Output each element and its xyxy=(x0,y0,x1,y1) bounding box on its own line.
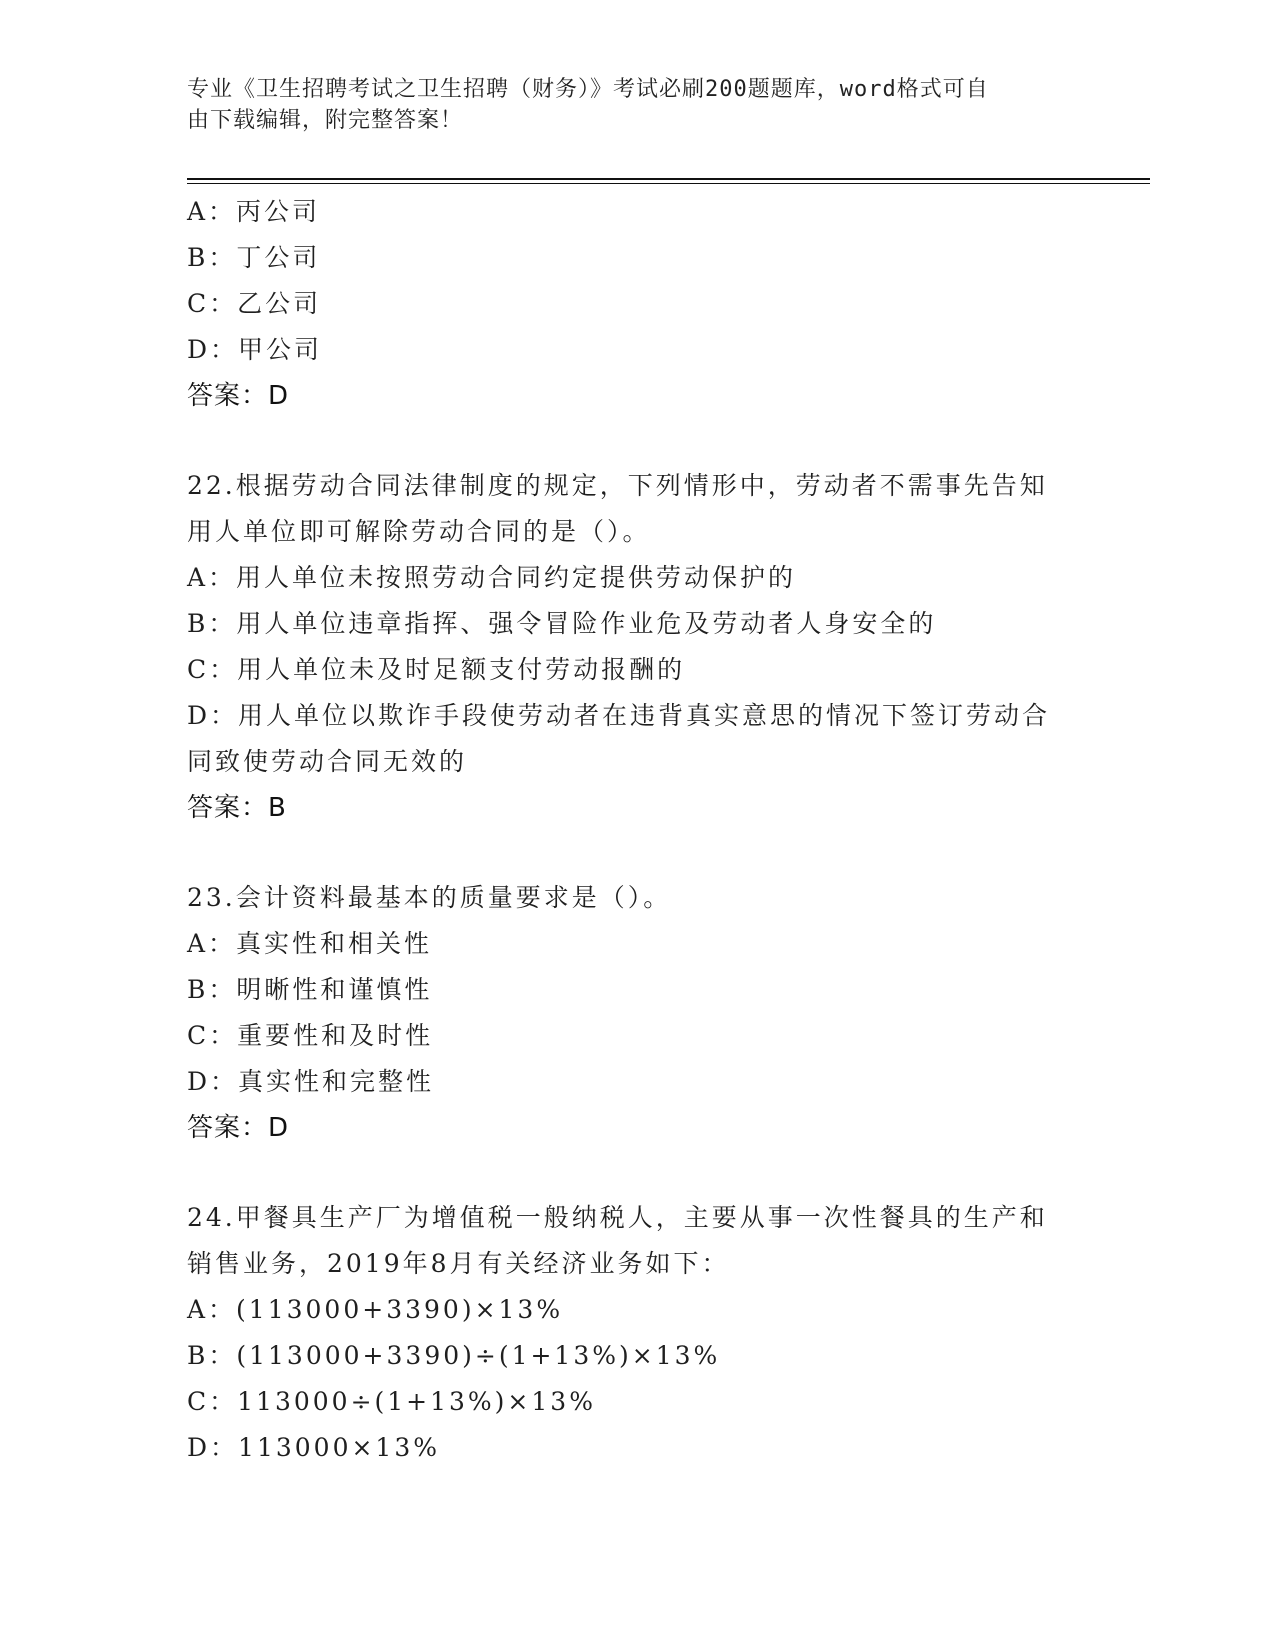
question-stem-cont: 销售业务，2019年8月有关经济业务如下： xyxy=(187,1249,730,1278)
option-c: C：重要性和及时性 xyxy=(187,1021,434,1050)
question-stem-cont: 用人单位即可解除劳动合同的是（）。 xyxy=(187,517,651,546)
option-d-cont: 同致使劳动合同无效的 xyxy=(187,747,468,776)
option-b: B：明晰性和谨慎性 xyxy=(187,975,433,1004)
option-b: B：用人单位违章指挥、强令冒险作业危及劳动者人身安全的 xyxy=(187,609,937,638)
header-line-1: 专业《卫生招聘考试之卫生招聘（财务）》考试必刷200题题库，word格式可自 xyxy=(187,77,989,102)
option-a: A：丙公司 xyxy=(187,197,321,226)
option-c: C：用人单位未及时足额支付劳动报酬的 xyxy=(187,655,686,684)
header-divider-thick xyxy=(187,178,1150,180)
question-21 xyxy=(187,189,1087,419)
option-c: C：乙公司 xyxy=(187,289,322,318)
header-line-2: 由下载编辑，附完整答案！ xyxy=(187,108,464,133)
option-b: B：丁公司 xyxy=(187,243,321,272)
question-list xyxy=(187,189,1087,1471)
question-23 xyxy=(187,875,1087,1151)
option-d: D：用人单位以欺诈手段使劳动者在违背真实意思的情况下签订劳动合 xyxy=(187,701,1051,730)
spacer xyxy=(187,1151,1087,1195)
question-stem: 24.甲餐具生产厂为增值税一般纳税人，主要从事一次性餐具的生产和 xyxy=(187,1203,1048,1232)
spacer xyxy=(187,831,1087,875)
option-d: D：真实性和完整性 xyxy=(187,1067,435,1096)
answer: 答案：D xyxy=(187,1113,290,1143)
header-divider-thin xyxy=(187,183,1150,184)
question-22 xyxy=(187,463,1087,831)
question-24 xyxy=(187,1195,1087,1471)
answer: 答案：D xyxy=(187,381,290,411)
option-a: A：(113000+3390)×13% xyxy=(187,1295,564,1324)
question-stem: 23.会计资料最基本的质量要求是（）。 xyxy=(187,883,672,912)
answer: 答案：B xyxy=(187,793,287,823)
spacer xyxy=(187,419,1087,463)
option-b: B：(113000+3390)÷(1+13%)×13% xyxy=(187,1341,721,1370)
option-c: C：113000÷(1+13%)×13% xyxy=(187,1387,596,1416)
option-d: D：113000×13% xyxy=(187,1433,440,1462)
option-a: A：真实性和相关性 xyxy=(187,929,433,958)
option-a: A：用人单位未按照劳动合同约定提供劳动保护的 xyxy=(187,563,797,592)
document-header xyxy=(187,74,1067,136)
option-d: D：甲公司 xyxy=(187,335,323,364)
question-stem: 22.根据劳动合同法律制度的规定，下列情形中，劳动者不需事先告知 xyxy=(187,471,1048,500)
